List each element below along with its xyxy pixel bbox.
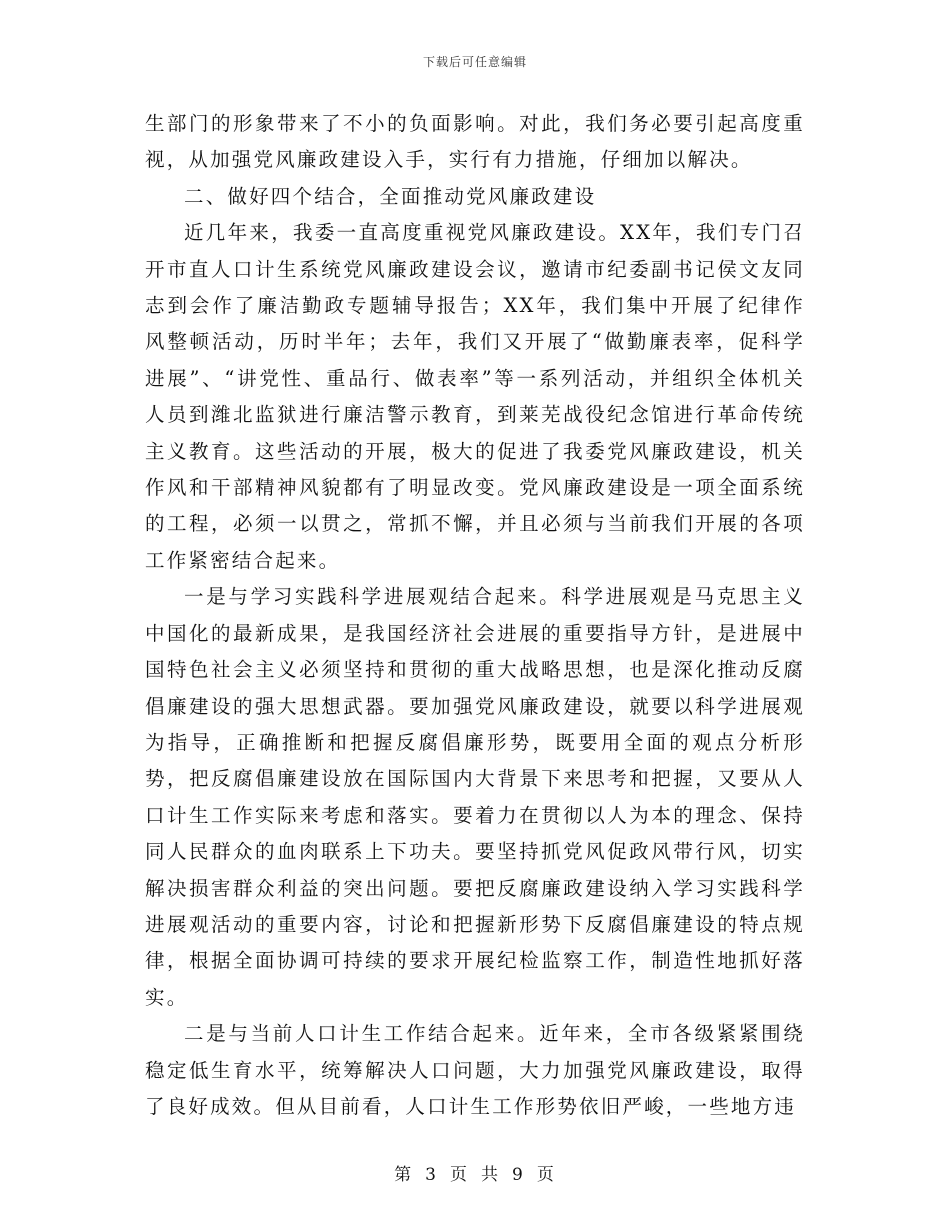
document-body <box>145 106 805 1125</box>
current-page-number: 3 <box>425 1165 438 1185</box>
section-heading: 二、做好四个结合，全面推动党风廉政建设 <box>184 184 597 208</box>
paragraph: 二是与当前人口计生工作结合起来。近年来，全市各级紧紧围绕稳定低生育水平，统筹解决人口问题，大力加强党风廉政建设，取得了良好成效。但从目前看，人口计生工作形势依旧严峻，一些地方违 <box>145 1022 805 1118</box>
total-label: 共 <box>481 1165 500 1185</box>
page-label-suffix: 页 <box>536 1165 556 1185</box>
page-footer <box>0 1160 950 1185</box>
total-pages-number: 9 <box>512 1165 525 1185</box>
page-label-prefix: 第 <box>394 1165 414 1185</box>
paragraph: 近几年来，我委一直高度重视党风廉政建设。XX年，我们专门召开市直人口计生系统党风廉政建设会议，邀请市纪委副书记侯文友同志到会作了廉洁勤政专题辅导报告；XX年，我们集中开展了纪律作风整顿活动，历时半年；去年，我们又开展了“做勤廉表率，促科学进展”、“讲党性、重品行、做表率”等一系列活动，并组织全体机关人员到潍北监狱进行廉洁警示教育，到莱芜战役纪念馆进行革命传统主义教育。这些活动的开展，极大的促进了我委党风廉政建设，机关作风和干部精神风貌都有了明显改变。党风廉政建设是一项全面系统的工程，必须一以贯之，常抓不懈，并且必须与当前我们开展的各项工作紧密结合起来。 <box>145 221 805 572</box>
paragraph: 一是与学习实践科学进展观结合起来。科学进展观是马克思主义中国化的最新成果，是我国经济社会进展的重要指导方针，是进展中国特色社会主义必须坚持和贯彻的重大战略思想，也是深化推动反腐倡廉建设的强大思想武器。要加强党风廉政建设，就要以科学进展观为指导，正确推断和把握反腐倡廉形势，既要用全面的观点分析形势，把反腐倡廉建设放在国际国内大背景下来思考和把握，又要从人口计生工作实际来考虑和落实。要着力在贯彻以人为本的理念、保持同人民群众的血肉联系上下功夫。要坚持抓党风促政风带行风，切实解决损害群众利益的突出问题。要把反腐廉政建设纳入学习实践科学进展观活动的重要内容，讨论和把握新形势下反腐倡廉建设的特点规律，根据全面协调可持续的要求开展纪检监察工作，制造性地抓好落实。 <box>145 585 805 1009</box>
page-label-mid: 页 <box>450 1165 469 1185</box>
paragraph-continuation: 生部门的形象带来了不小的负面影响。对此，我们务必要引起高度重视，从加强党风廉政建设入手，实行有力措施，仔细加以解决。 <box>145 112 805 172</box>
header-note: 下载后可任意编辑 <box>422 55 527 69</box>
